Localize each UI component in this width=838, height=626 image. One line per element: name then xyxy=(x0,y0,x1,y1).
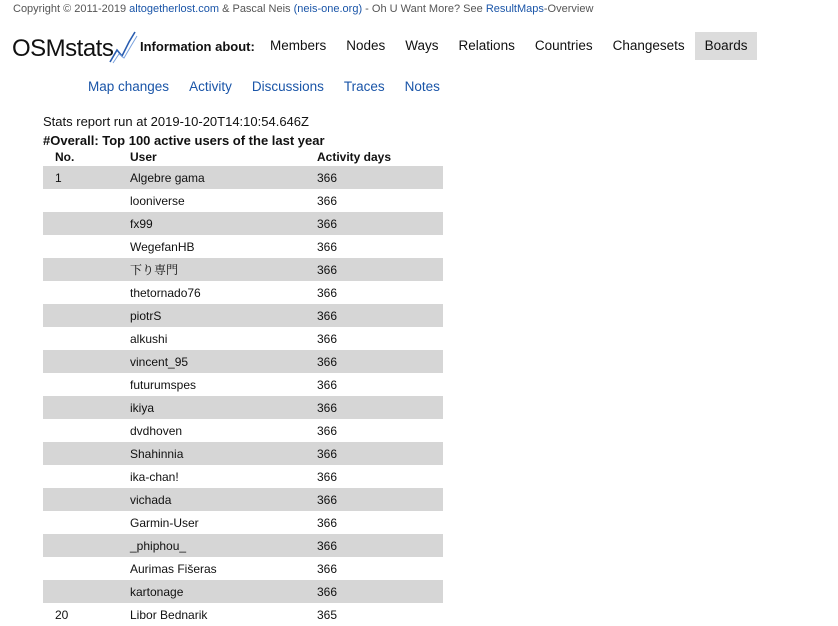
activity-days-cell: 366 xyxy=(317,396,443,419)
table-row xyxy=(43,189,443,212)
activity-days-cell: 366 xyxy=(317,469,338,484)
altogetherlost-link[interactable]: altogetherlost.com xyxy=(129,3,220,15)
user-cell[interactable]: dvdhoven xyxy=(130,423,183,438)
user-cell[interactable]: looniverse xyxy=(130,193,185,208)
table-row xyxy=(43,166,443,189)
subnav-discussions[interactable]: Discussions xyxy=(251,78,324,94)
rank-cell xyxy=(43,396,130,419)
user-cell[interactable]: kartonage xyxy=(130,580,317,603)
table-title: #Overall: Top 100 active users of the last year xyxy=(43,133,325,148)
table-row xyxy=(43,419,443,442)
rank-cell xyxy=(43,304,130,327)
table-row xyxy=(43,281,443,304)
header-user: User xyxy=(130,149,157,164)
table-row xyxy=(43,396,443,419)
table-row xyxy=(43,373,443,396)
subnav-traces[interactable]: Traces xyxy=(343,78,385,94)
user-cell[interactable]: piotrS xyxy=(130,304,317,327)
rank-cell xyxy=(43,442,130,465)
report-run-info: Stats report run at 2019-10-20T14:10:54.646Z xyxy=(43,114,309,129)
nav-boards[interactable]: Boards xyxy=(695,32,758,60)
rank-cell: 20 xyxy=(55,607,69,622)
activity-days-cell: 366 xyxy=(317,561,338,576)
subnav-activity[interactable]: Activity xyxy=(189,78,232,94)
sub-nav xyxy=(78,76,450,96)
nav-nodes[interactable]: Nodes xyxy=(346,38,386,53)
information-about-label: Information about: xyxy=(140,39,255,54)
rank-cell xyxy=(43,235,130,258)
header-no: No. xyxy=(55,149,75,164)
rank-cell xyxy=(43,511,130,534)
nav-relations[interactable]: Relations xyxy=(458,38,515,53)
user-cell[interactable]: _phiphou_ xyxy=(130,534,317,557)
table-row xyxy=(43,580,443,603)
table-row xyxy=(43,442,443,465)
table-row xyxy=(43,488,443,511)
header-activity-days: Activity days xyxy=(317,149,392,164)
table-row xyxy=(43,304,443,327)
activity-days-cell: 366 xyxy=(317,212,443,235)
user-cell[interactable]: Libor Bednarik xyxy=(130,607,208,622)
rank-cell xyxy=(43,327,130,350)
user-cell[interactable]: fx99 xyxy=(130,212,317,235)
activity-days-cell: 366 xyxy=(317,442,443,465)
activity-days-cell: 366 xyxy=(317,515,338,530)
copyright-middle: & Pascal Neis xyxy=(219,3,294,15)
activity-days-cell: 365 xyxy=(317,607,338,622)
rank-cell xyxy=(43,350,130,373)
copyright-middle2: - Oh U Want More? See xyxy=(362,3,486,15)
rank-cell xyxy=(43,189,130,212)
table-row xyxy=(43,557,443,580)
user-cell[interactable]: Garmin-User xyxy=(130,515,199,530)
resultmaps-link[interactable]: ResultMaps xyxy=(485,3,544,15)
activity-days-cell: 366 xyxy=(317,304,443,327)
activity-days-cell: 366 xyxy=(317,350,443,373)
table-row xyxy=(43,350,443,373)
user-cell[interactable]: Algebre gama xyxy=(130,166,317,189)
table-row xyxy=(43,465,443,488)
user-cell[interactable]: ika-chan! xyxy=(130,469,179,484)
nav-countries[interactable]: Countries xyxy=(534,38,593,53)
nav-changesets[interactable]: Changesets xyxy=(612,38,685,53)
activity-days-cell: 366 xyxy=(317,331,338,346)
user-cell[interactable]: vincent_95 xyxy=(130,350,317,373)
rank-cell xyxy=(43,580,130,603)
nav-ways[interactable]: Ways xyxy=(405,38,439,53)
rank-cell xyxy=(43,419,130,442)
rank-cell xyxy=(43,281,130,304)
table-row xyxy=(43,534,443,557)
site-logo[interactable] xyxy=(12,28,139,68)
nav-members[interactable]: Members xyxy=(270,38,327,53)
copyright-notice xyxy=(13,3,593,15)
user-cell[interactable]: ikiya xyxy=(130,396,317,419)
activity-days-cell: 366 xyxy=(317,285,338,300)
subnav-notes[interactable]: Notes xyxy=(404,78,440,94)
rank-cell xyxy=(43,373,130,396)
activity-days-cell: 366 xyxy=(317,423,338,438)
main-nav xyxy=(260,32,757,60)
activity-days-cell: 366 xyxy=(317,166,443,189)
activity-days-cell: 366 xyxy=(317,377,338,392)
activity-days-cell: 366 xyxy=(317,258,443,281)
rank-cell xyxy=(43,557,130,580)
table-header-row xyxy=(43,147,443,166)
rank-cell xyxy=(43,488,130,511)
copyright-suffix: -Overview xyxy=(543,3,594,15)
rank-cell xyxy=(43,465,130,488)
table-row xyxy=(43,511,443,534)
user-cell[interactable]: Shahinnia xyxy=(130,442,317,465)
trend-graph-icon xyxy=(109,28,139,66)
table-row xyxy=(43,603,443,626)
activity-days-cell: 366 xyxy=(317,488,443,511)
activity-days-cell: 366 xyxy=(317,239,338,254)
user-cell[interactable]: 下り専門 xyxy=(130,258,317,281)
rank-cell xyxy=(43,258,130,281)
table-row xyxy=(43,212,443,235)
user-cell[interactable]: futurumspes xyxy=(130,377,197,392)
user-cell[interactable]: Aurimas Fišeras xyxy=(130,561,217,576)
activity-days-cell: 366 xyxy=(317,193,338,208)
logo-text: OSMstats xyxy=(12,35,114,62)
rank-cell xyxy=(43,534,130,557)
user-cell[interactable]: WegefanHB xyxy=(130,239,195,254)
table-row xyxy=(43,258,443,281)
rank-cell: 1 xyxy=(43,166,130,189)
neis-one-link[interactable]: (neis-one.org) xyxy=(293,3,363,15)
table-row xyxy=(43,235,443,258)
activity-days-cell: 366 xyxy=(317,534,443,557)
activity-days-cell: 366 xyxy=(317,580,443,603)
copyright-prefix: Copyright © 2011-2019 xyxy=(13,3,130,15)
table-row xyxy=(43,327,443,350)
user-cell[interactable]: vichada xyxy=(130,488,317,511)
active-users-table xyxy=(43,147,443,626)
subnav-map-changes[interactable]: Map changes xyxy=(88,78,170,94)
user-cell[interactable]: thetornado76 xyxy=(130,285,201,300)
rank-cell xyxy=(43,212,130,235)
user-cell[interactable]: alkushi xyxy=(130,331,168,346)
